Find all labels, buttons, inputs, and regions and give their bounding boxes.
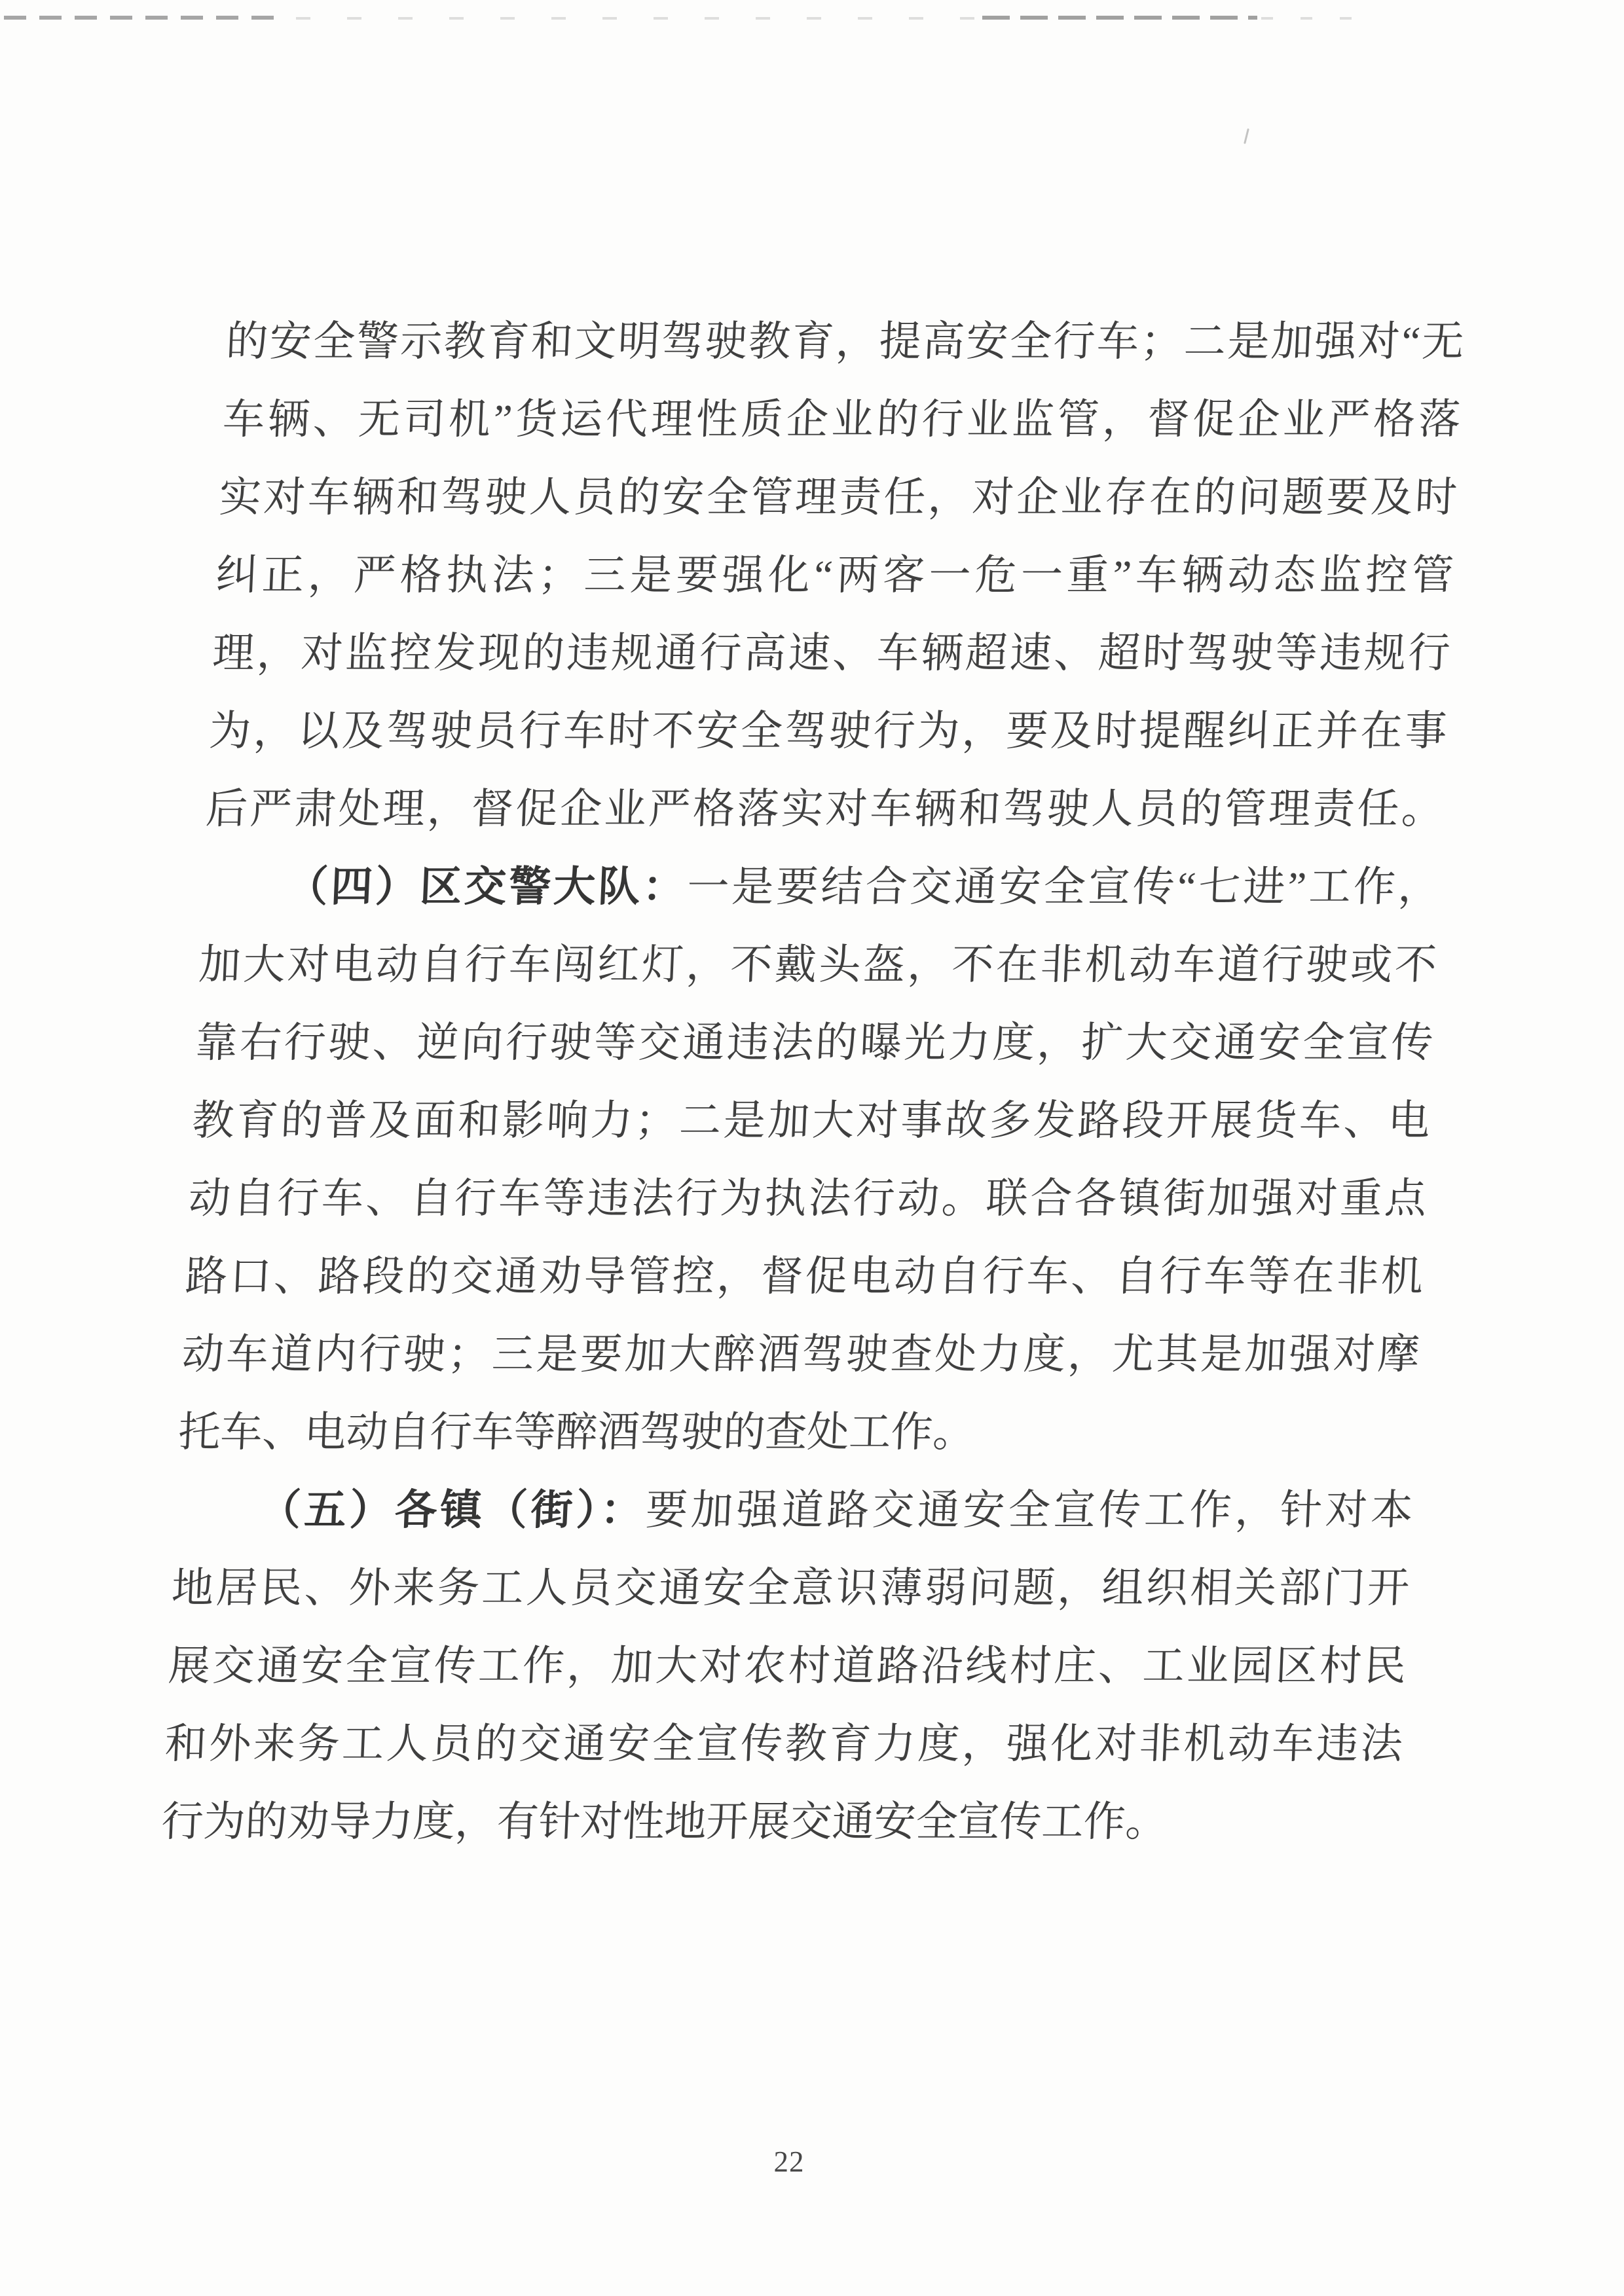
scan-artifact-dash [982, 16, 1257, 20]
document-text [160, 302, 1466, 1861]
scan-artifact-speck [1244, 128, 1249, 144]
text-line-section-4 [200, 848, 1441, 926]
text-line: 后严肃处理，督促企业严格落实对车辆和驾驶人员的管理责任。 [204, 786, 1445, 832]
text-line: 动车道内行驶；三是要加大醉酒驾驶查处力度，尤其是加强对摩 [181, 1331, 1421, 1377]
text-line: 理，对监控发现的违规通行高速、车辆超速、超时驾驶等违规行 [212, 630, 1452, 676]
text-line: 靠右行驶、逆向行驶等交通违法的曝光力度，扩大交通安全宣传 [194, 1019, 1435, 1066]
section-4-heading: （四）区交警大队： [285, 864, 688, 910]
text-line: 实对车辆和驾驶人员的安全管理责任，对企业存在的问题要及时 [218, 474, 1458, 520]
text-line: 的安全警示教育和文明驾驶教育，提高安全行车；二是加强对“无 [225, 318, 1465, 365]
scan-artifact-dash [4, 16, 286, 20]
text-line: 为，以及驾驶员行车时不安全驾驶行为，要及时提醒纠正并在事 [208, 708, 1448, 754]
scan-artifact-dash [1261, 17, 1366, 20]
text-line: 托车、电动自行车等醉酒驾驶的查处工作。 [177, 1409, 976, 1455]
scan-artifact-dash [296, 17, 977, 20]
section-5-body-start: 要加强道路交通安全宣传工作，针对本 [644, 1487, 1414, 1533]
section-5-heading: （五）各镇（街）： [257, 1487, 647, 1533]
text-line: 展交通安全宣传工作，加大对农村道路沿线村庄、工业园区村民 [167, 1643, 1407, 1689]
text-line: 行为的劝导力度，有针对性地开展交通安全宣传工作。 [160, 1798, 1169, 1845]
text-line: 路口、路段的交通劝导管控，督促电动自行车、自行车等在非机 [184, 1253, 1424, 1300]
text-line-section-5 [174, 1471, 1414, 1549]
text-line: 和外来务工人员的交通安全宣传教育力度，强化对非机动车违法 [164, 1721, 1404, 1767]
page-number: 22 [773, 2145, 805, 2178]
text-line: 地居民、外来务工人员交通安全意识薄弱问题，组织相关部门开 [170, 1565, 1411, 1611]
text-line: 纠正，严格执法；三是要强化“两客一危一重”车辆动态监控管 [215, 552, 1455, 598]
text-line: 加大对电动自行车闯红灯，不戴头盔，不在非机动车道行驶或不 [198, 941, 1438, 988]
text-line: 动自行车、自行车等违法行为执法行动。联合各镇街加强对重点 [187, 1175, 1428, 1222]
section-4-body-start: 一是要结合交通安全宣传“七进”工作， [686, 864, 1441, 910]
text-line: 车辆、无司机”货运代理性质企业的行业监管，督促企业严格落 [221, 396, 1462, 443]
text-line: 教育的普及面和影响力；二是加大对事故多发路段开展货车、电 [191, 1097, 1431, 1144]
